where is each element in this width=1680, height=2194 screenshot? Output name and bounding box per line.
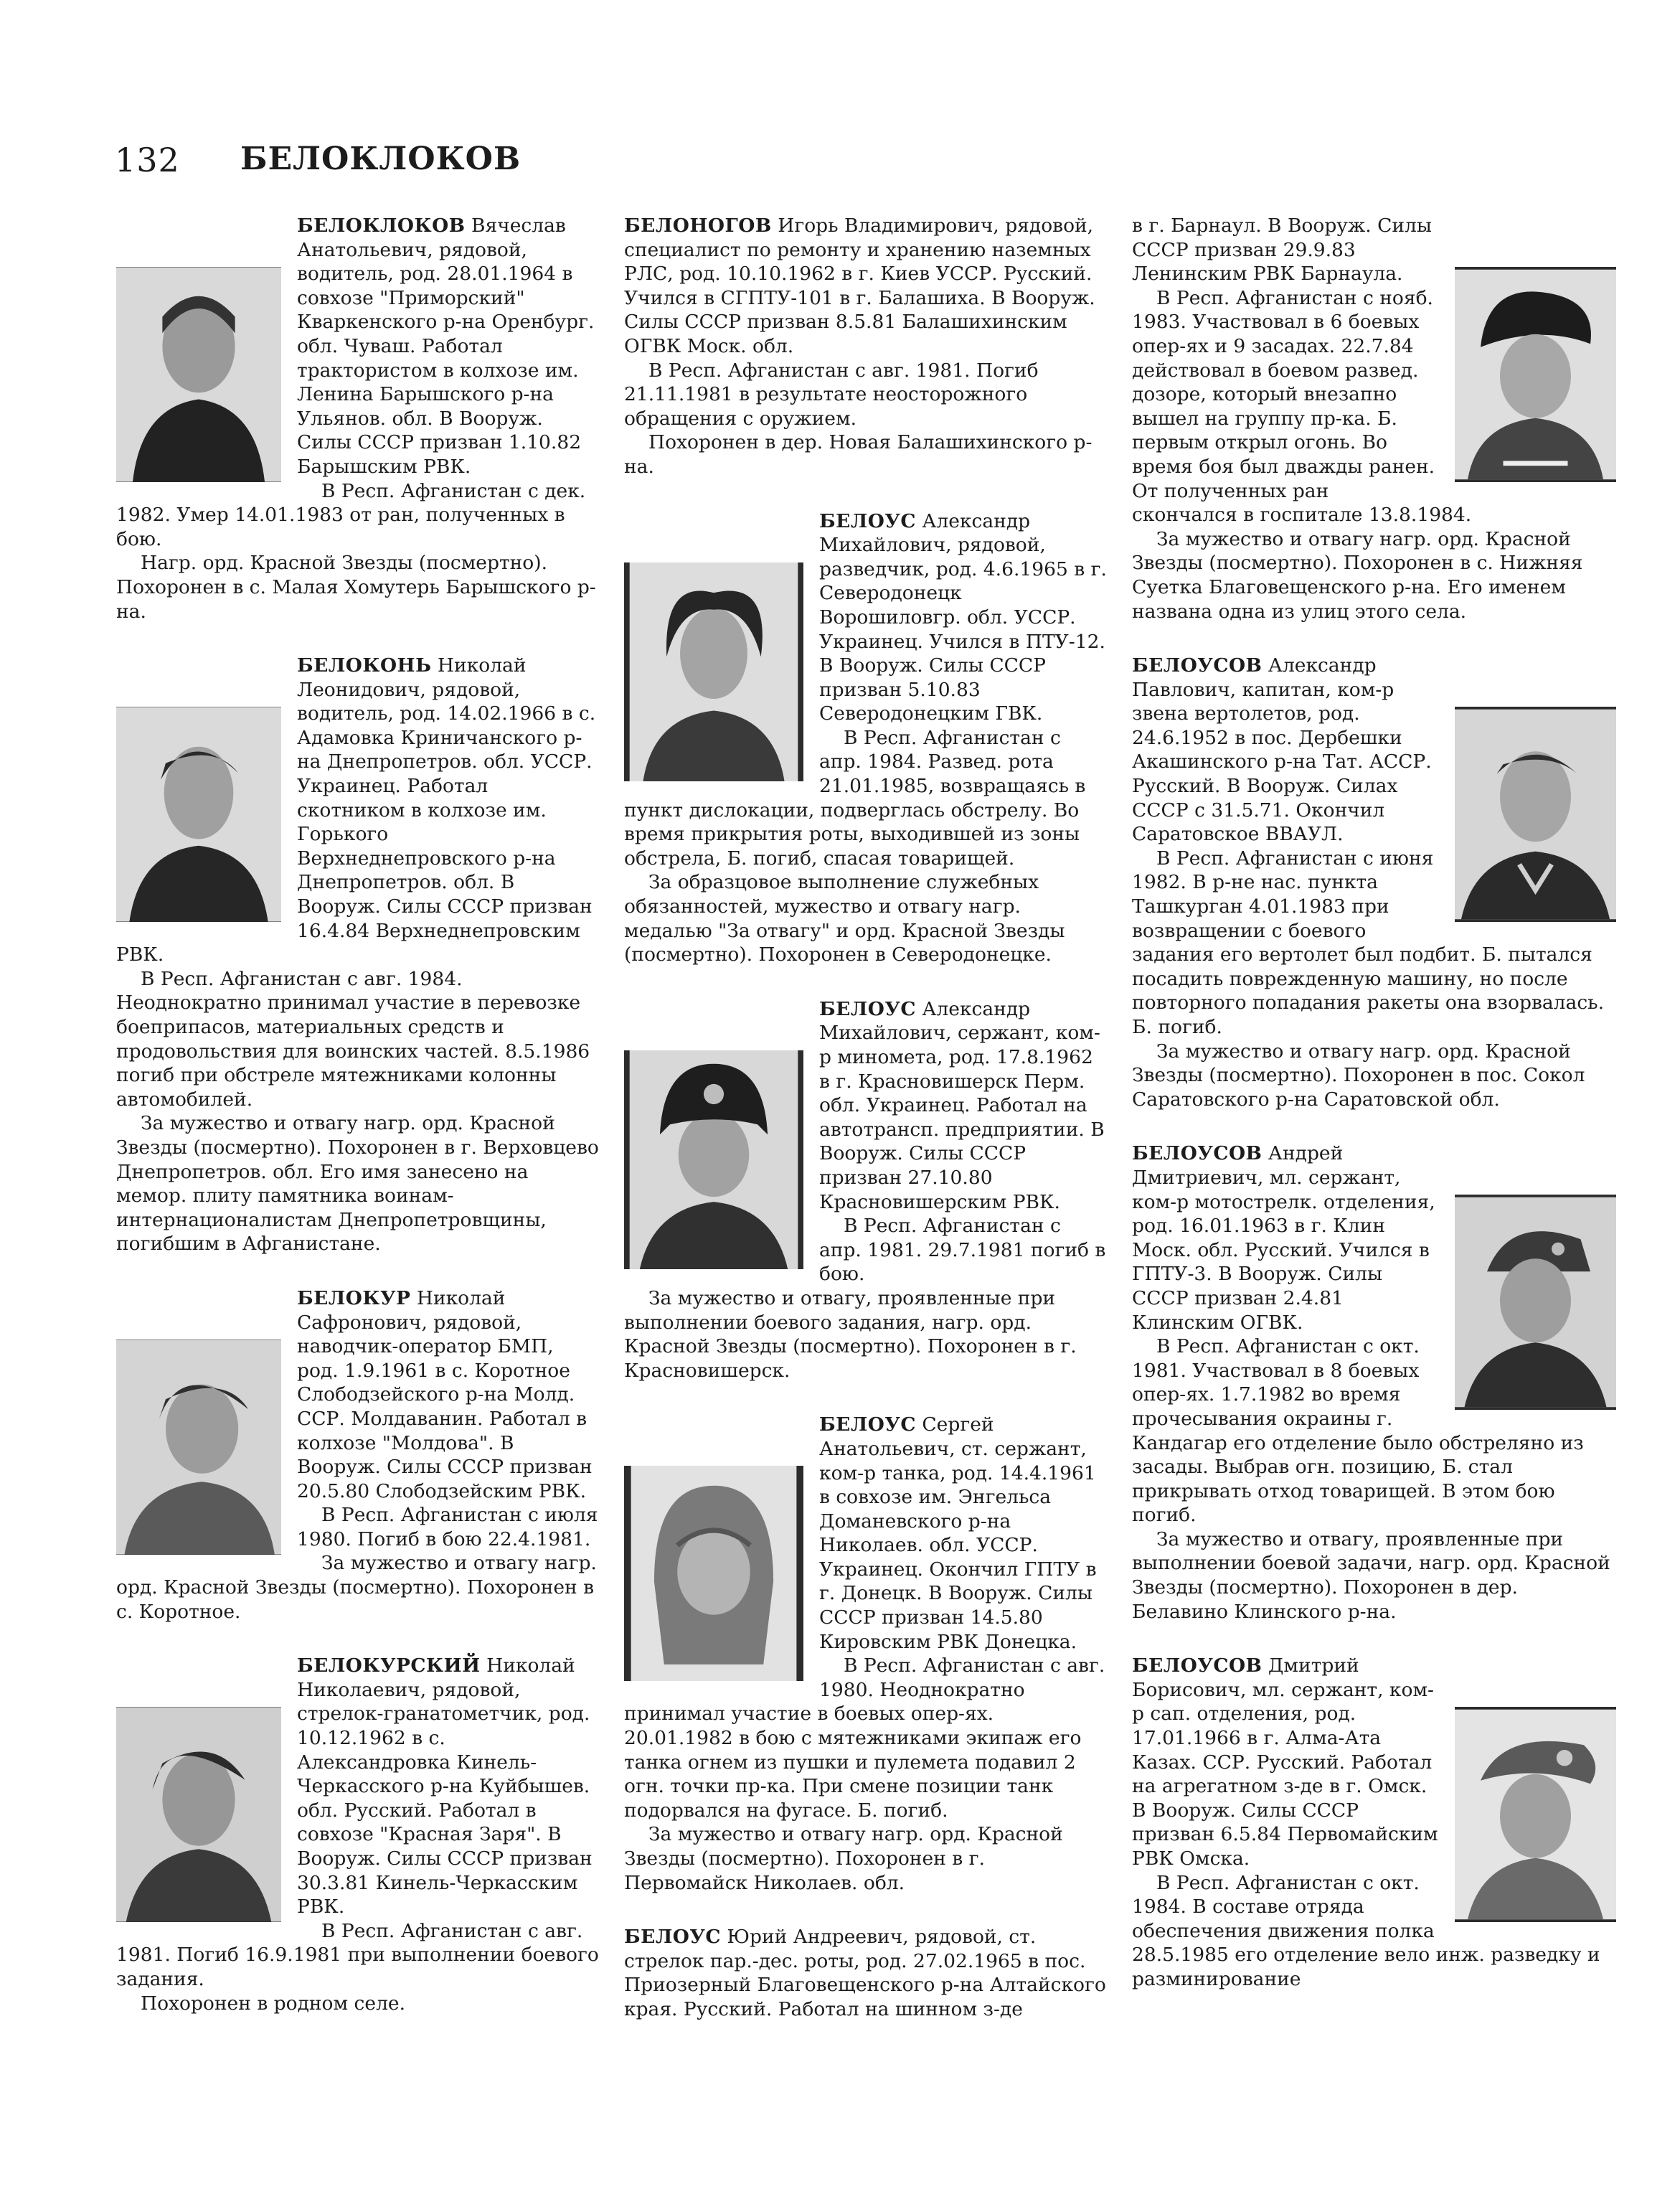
entry-award: За мужество и отвагу нагр. орд. Красной Звезды (посмертно). Похоронен в г. Верховцево Днепропетров. обл. Его имя занесено на мемор. плиту памятника воинам-интернационалистам Днепропетровщины, погибшим в Афганистане. [116,1112,599,1256]
entry-service: В Респ. Афганистан с авг. 1984. Неоднократно принимал участие в перевозке боеприпасов, материальных средств и продовольствия для воинских частей. 8.5.1986 погиб при обстреле мятежниками колонны автомобилей. [116,967,590,1111]
entry-intro: Игорь Владимирович, рядовой, специалист по ремонту и хранению наземных РЛС, род. 10.10.1962 в г. Киев УССР. Русский. Учился в СГПТУ-101 в г. Балашиха. В Вооруж. Силы СССР призван 8.5.81 Балашихинским ОГВК Моск. обл. [624,215,1095,357]
entry-belousov-2 [1132,1141,1616,1624]
entry-intro: Сергей Анатольевич, ст. сержант, ком-р танка, род. 14.4.1961 в совхозе им. Энгельса Доманевского р-на Николаев. обл. УССР. Украинец. Окончил ГПТУ в г. Донецк. В Вооруж. Силы СССР призван 14.5.80 Кировским РВК Донецка. [819,1413,1097,1653]
column-3 [1132,214,1616,1992]
entry-name: БЕЛОУСОВ [1132,1654,1263,1677]
column-1 [116,214,600,2015]
entry-service: В Респ. Афганистан с апр. 1981. 29.7.1981 погиб в бою. [819,1215,1106,1286]
entry-belous-2 [624,997,1108,1383]
portrait-photo [116,1340,281,1555]
entry-belous-3 [624,1413,1108,1895]
entry-belous-4-continued [1132,214,1616,623]
entry-name: БЕЛОНОГОВ [624,215,772,237]
entry-award: За мужество и отвагу, проявленные при выполнении боевого задания, нагр. орд. Красной Звезды (посмертно). Похоронен в г. Красновишерск. [624,1286,1077,1382]
entry-service: В Респ. Афганистан с апр. 1984. Развед. рота 21.01.1985, возвращаясь в пункт дислокации, подверглась обстрелу. Во время прикрытия роты, выходившей из зоны обстрела, Б. погиб, спасая товарищей. [624,726,1086,870]
entry-intro: Юрий Андреевич, рядовой, ст. стрелок пар.-дес. роты, род. 27.02.1965 в пос. Приозерный Благовещенского р-на Алтайского края. Русский. Работал на шинном з-де [624,1926,1106,2020]
portrait-photo [624,1050,803,1269]
entry-intro: Александр Михайлович, рядовой, разведчик, род. 4.6.1965 в г. Северодонецк Ворошиловгр. обл. УССР. Украинец. Учился в ПТУ-12. В Вооруж. Силы СССР призван 5.10.83 Северодонецким ГВК. [819,509,1107,725]
portrait-photo [624,562,803,781]
column-2 [624,214,1108,2022]
entry-service: В Респ. Афганистан с окт. 1984. В составе отряда обеспечения движения полка 28.5.1985 его отделение вело инж. разведку и разминирование [1132,1871,1600,1990]
entry-service: В Респ. Афганистан с дек. 1982. Умер 14.01.1983 от ран, полученных в бою. [116,479,586,550]
portrait-photo [1455,707,1616,922]
entry-service: В Респ. Афганистан с авг. 1981. Погиб 21.11.1981 в результате неосторожного обращения с оружием. [624,359,1039,430]
entry-award: Похоронен в дер. Новая Балашихинского р-на. [624,431,1093,478]
entry-name: БЕЛОУС [819,1413,916,1436]
entry-belousov-1 [1132,654,1616,1111]
entry-belokurskiy [116,1654,600,2015]
entry-intro: Николай Николаевич, рядовой, стрелок-гранатометчик, род. 10.12.1962 в с. Александровка Кинель-Черкасского р-на Куйбышев. обл. Русский. Работал в совхозе "Красная Заря". В Вооруж. Силы СССР призван 30.3.81 Кинель-Черкасским РВК. [297,1654,593,1918]
entry-intro: Николай Сафронович, рядовой, наводчик-оператор БМП, род. 1.9.1961 в с. Коротное Слободзейского р-на Молд. ССР. Молдаванин. Работал в колхозе "Молдова". В Вооруж. Силы СССР призван 20.5.80 Слободзейским РВК. [297,1286,593,1502]
page-number: 132 [115,141,180,179]
entry-service: В Респ. Афганистан с июня 1982. В р-не нас. пункта Ташкурган 4.01.1983 при возвращении с боевого задания его вертолет был подбит. Б. пытался посадить поврежденную машину, но после повторного попадания ракеты она взорвалась. Б. погиб. [1132,847,1605,1038]
entry-beloklokov [116,214,600,623]
entry-name: БЕЛОУСОВ [1132,1142,1263,1165]
entry-name: БЕЛОКОНЬ [297,654,432,677]
entry-intro: Дмитрий Борисович, мл. сержант, ком-р сап. отделения, род. 17.01.1966 в г. Алма-Ата Казах. ССР. Русский. Работал на агрегатном з-де в г. Омск. В Вооруж. Силы СССР призван 6.5.84 Первомайским РВК Омска. [1132,1654,1438,1870]
entry-name: БЕЛОУС [819,509,916,532]
portrait-photo [1455,267,1616,482]
portrait-photo [624,1466,803,1681]
entry-award: За мужество и отвагу нагр. орд. Красной Звезды (посмертно). Похоронен в г. Первомайск Николаев. обл. [624,1823,1063,1894]
entry-name: БЕЛОУС [819,997,916,1020]
entry-belonogov [624,214,1108,479]
entry-belous-4 [624,1925,1108,2021]
entry-service: В Респ. Афганистан с окт. 1981. Участвовал в 8 боевых опер-ях. 1.7.1982 во время прочесывания окраины г. Кандагар его отделение было обстреляно из засады. Выбрав огн. позицию, Б. стал прикрывать отход товарищей. В этом бою погиб. [1132,1335,1584,1527]
entry-service: В Респ. Афганистан с нояб. 1983. Участвовал в 6 боевых опер-ях и 9 засадах. 22.7.84 действовал в боевом развед. дозоре, который внезапно вышел на группу пр-ка. Б. первым открыл огонь. Во время боя был дважды ранен. От полученных ран скончался в госпитале 13.8.1984. [1132,286,1472,527]
entry-award: За мужество и отвагу нагр. орд. Красной Звезды (посмертно). Похоронен в пос. Сокол Саратовского р-на Саратовской обл. [1132,1040,1585,1111]
entry-award: За мужество и отвагу нагр. орд. Красной Звезды (посмертно). Похоронен в с. Коротное. [116,1552,597,1623]
entry-belokon [116,654,600,1256]
entry-name: БЕЛОКУРСКИЙ [297,1654,481,1677]
entry-continuation: в г. Барнаул. В Вооруж. Силы СССР призван 29.9.83 Ленинским РВК Барнаула. [1132,215,1432,286]
entry-award: За мужество и отвагу, проявленные при выполнении боевой задачи, нагр. орд. Красной Звезды (посмертно). Похоронен в дер. Белавино Клинского р-на. [1132,1527,1610,1623]
portrait-photo [1455,1707,1616,1922]
entry-name: БЕЛОУСОВ [1132,654,1263,677]
entry-service: В Респ. Афганистан с июля 1980. Погиб в бою 22.4.1981. [297,1504,598,1550]
entry-award: За образцовое выполнение служебных обязанностей, мужество и отвагу нагр. медалью "За отвагу" и орд. Красной Звезды (посмертно). Похоронен в Северодонецке. [624,871,1065,966]
entry-belokur [116,1286,600,1624]
entry-belousov-3 [1132,1654,1616,1991]
portrait-photo [116,267,281,482]
portrait-photo [116,1707,281,1922]
entry-award: За мужество и отвагу нагр. орд. Красной Звезды (посмертно). Похоронен в с. Нижняя Суетка Благовещенского р-на. Его именем названа одна из улиц этого села. [1132,527,1583,623]
entry-intro: Вячеслав Анатольевич, рядовой, водитель, род. 28.01.1964 в совхозе "Приморский" Кваркенского р-на Оренбург. обл. Чуваш. Работал трактористом в колхозе им. Ленина Барышского р-на Ульянов. обл. В Вооруж. Силы СССР призван 1.10.82 Барышским РВК. [297,215,595,478]
portrait-photo [116,707,281,922]
running-title: БЕЛОКЛОКОВ [240,141,522,177]
entry-intro: Александр Павлович, капитан, ком-р звена вертолетов, род. 24.6.1952 в пос. Дербешки Акашинского р-на Тат. АССР. Русский. В Вооруж. Силах СССР с 31.5.71. Окончил Саратовское ВВАУЛ. [1132,654,1432,846]
entry-name: БЕЛОУС [624,1926,721,1949]
entry-belous-1 [624,509,1108,967]
entry-award: Нагр. орд. Красной Звезды (посмертно). Похоронен в с. Малая Хомутерь Барышского р-на. [116,552,596,623]
entry-intro: Николай Леонидович, рядовой, водитель, род. 14.02.1966 в с. Адамовка Криничанского р-на Днепропетров. обл. УССР. Украинец. Работал скотником в колхозе им. Горького Верхнеднепровского р-на Днепропетров. обл. В Вооруж. Силы СССР призван 16.4.84 Верхнеднепровским РВК. [116,654,596,966]
entry-name: БЕЛОКУР [297,1286,411,1309]
entry-intro: Андрей Дмитриевич, мл. сержант, ком-р мотострелк. отделения, род. 16.01.1963 в г. Клин Моск. обл. Русский. Учился в ГПТУ-3. В Вооруж. Силы СССР призван 2.4.81 Клинским ОГВК. [1132,1142,1435,1334]
portrait-photo [1455,1195,1616,1410]
entry-name: БЕЛОКЛОКОВ [297,215,466,237]
entry-service: В Респ. Афганистан с авг. 1981. Погиб 16.9.1981 при выполнении боевого задания. [116,1919,599,1990]
entry-intro: Александр Михайлович, сержант, ком-р миномета, род. 17.8.1962 в г. Красновишерск Перм. обл. Украинец. Работал на автотрансп. предприятии. В Вооруж. Силы СССР призван 27.10.80 Красновишерским РВК. [819,997,1105,1213]
entry-service: В Респ. Афганистан с авг. 1980. Неоднократно принимал участие в боевых опер-ях. 20.01.1982 в бою с мятежниками экипаж его танка огнем из пушки и пулемета подавил 2 огн. точки пр-ка. При смене позиции танк подорвался на фугасе. Б. погиб. [624,1654,1105,1822]
entry-award: Похоронен в родном селе. [141,1992,406,2015]
